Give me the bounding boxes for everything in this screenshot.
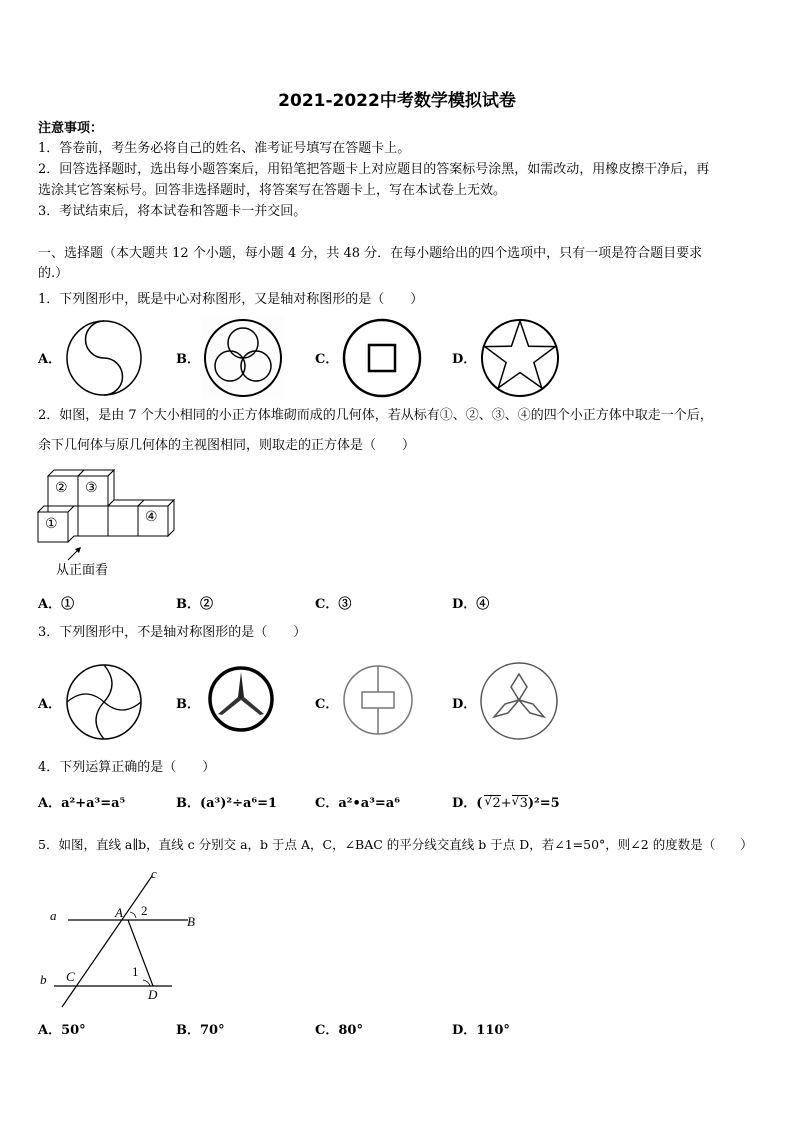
q5-label-angle-1: 1 — [132, 964, 139, 979]
q2-option-c: C．③ — [315, 597, 352, 612]
q1-figure-c-coin — [340, 316, 424, 400]
q3-figure-d-three-diamonds — [478, 660, 560, 742]
q5-label-point-d: D — [148, 987, 158, 1002]
q4-option-d-prefix: D．( — [452, 796, 483, 811]
q5-label-a: a — [50, 908, 57, 923]
sqrt-2: √ 2 — [484, 794, 501, 811]
q1-option-b-label: B． — [176, 352, 200, 367]
cube-label-2: ② — [55, 480, 68, 496]
page-title: 2021-2022中考数学模拟试卷 — [278, 91, 516, 111]
q1-figure-d-star-circle — [478, 316, 562, 400]
q1-option-d-label: D． — [452, 352, 477, 367]
question-5-stem: 5．如图，直线 a∥b，直线 c 分别交 a，b 于点 A，C，∠BAC 的平分线交直线 b 于点 D，若∠1=50°，则∠2 的度数是（ ） — [38, 837, 753, 852]
q2-option-d: D．④ — [452, 597, 490, 612]
q5-option-a: A．50° — [38, 1023, 86, 1038]
section-heading-line-2: 的.） — [38, 266, 69, 281]
q4-option-d-plus: + — [500, 796, 512, 811]
q3-option-c-label: C． — [315, 697, 339, 712]
question-2-stem-line-1: 2．如图，是由 7 个大小相同的小正方体堆砌而成的几何体，若从标有①、②、③、④的四个小正方体中取走一个后， — [38, 408, 713, 423]
q4-option-c: C．a²•a³=a⁶ — [315, 796, 400, 811]
q3-figure-c-circle-rect — [342, 664, 414, 736]
q3-option-d-label: D． — [452, 697, 477, 712]
q5-label-b: b — [40, 972, 47, 987]
q4-option-a: A．a²+a³=a⁵ — [38, 796, 126, 811]
q5-option-c: C．80° — [315, 1023, 363, 1038]
question-3-stem: 3．下列图形中，不是轴对称图形的是（ ） — [38, 625, 307, 640]
q4-option-d — [452, 792, 560, 811]
q5-option-d: D．110° — [452, 1023, 510, 1038]
section-heading-line-1: 一、选择题（本大题共 12 个小题，每小题 4 分，共 48 分．在每小题给出的四个选项中，只有一项是符合题目要求 — [38, 246, 703, 261]
notes-line-1: 1．答卷前，考生务必将自己的姓名、准考证号填写在答题卡上。 — [38, 141, 411, 156]
cube-label-4: ④ — [145, 509, 158, 525]
q1-figure-b-trefoil-circle — [201, 316, 285, 400]
q1-option-a-label: A． — [38, 352, 62, 367]
cube-label-1: ① — [45, 516, 58, 532]
q5-label-point-b: B — [187, 914, 195, 929]
q1-option-c-label: C． — [315, 352, 339, 367]
notes-line-2a: 2．回答选择题时，选出每小题答案后，用铅笔把答题卡上对应题目的答案标号涂黑，如需改动，用橡皮擦干净后，再 — [38, 162, 710, 177]
cube-label-3: ③ — [85, 480, 98, 496]
question-2-stem-line-2: 余下几何体与原几何体的主视图相同，则取走的正方体是（ ） — [38, 438, 416, 453]
question-1-stem: 1．下列图形中，既是中心对称图形，又是轴对称图形的是（ ） — [38, 292, 424, 307]
q4-option-b: B．(a³)²÷a⁶=1 — [176, 796, 278, 811]
sqrt-3: √ 3 — [511, 794, 528, 811]
notes-line-2b: 选涂其它答案标号。回答非选择题时，将答案写在答题卡上，写在本试卷上无效。 — [38, 183, 507, 198]
q3-option-b-label: B． — [176, 697, 200, 712]
q5-label-c: c — [151, 866, 157, 881]
q5-label-point-c: C — [66, 969, 75, 984]
notes-line-3: 3．考试结束后，将本试卷和答题卡一并交回。 — [38, 204, 307, 219]
notes-heading: 注意事项： — [38, 121, 104, 136]
question-4-stem: 4．下列运算正确的是（ ） — [38, 760, 216, 775]
q2-option-a: A．① — [38, 597, 75, 612]
q1-figure-a-yin-yang — [64, 318, 144, 398]
q3-figure-a-pinwheel — [64, 662, 144, 742]
q5-label-angle-2: 2 — [141, 903, 148, 918]
q4-option-d-suffix: )²=5 — [527, 796, 560, 811]
q2-option-b: B．② — [176, 597, 213, 612]
q5-geometry-figure — [40, 862, 210, 1012]
view-direction-label: 从正面看 — [56, 563, 109, 578]
q3-figure-b-three-pointed-star — [206, 664, 276, 734]
q3-option-a-label: A． — [38, 697, 62, 712]
q5-option-b: B．70° — [176, 1023, 225, 1038]
q5-label-point-a: A — [115, 905, 123, 920]
